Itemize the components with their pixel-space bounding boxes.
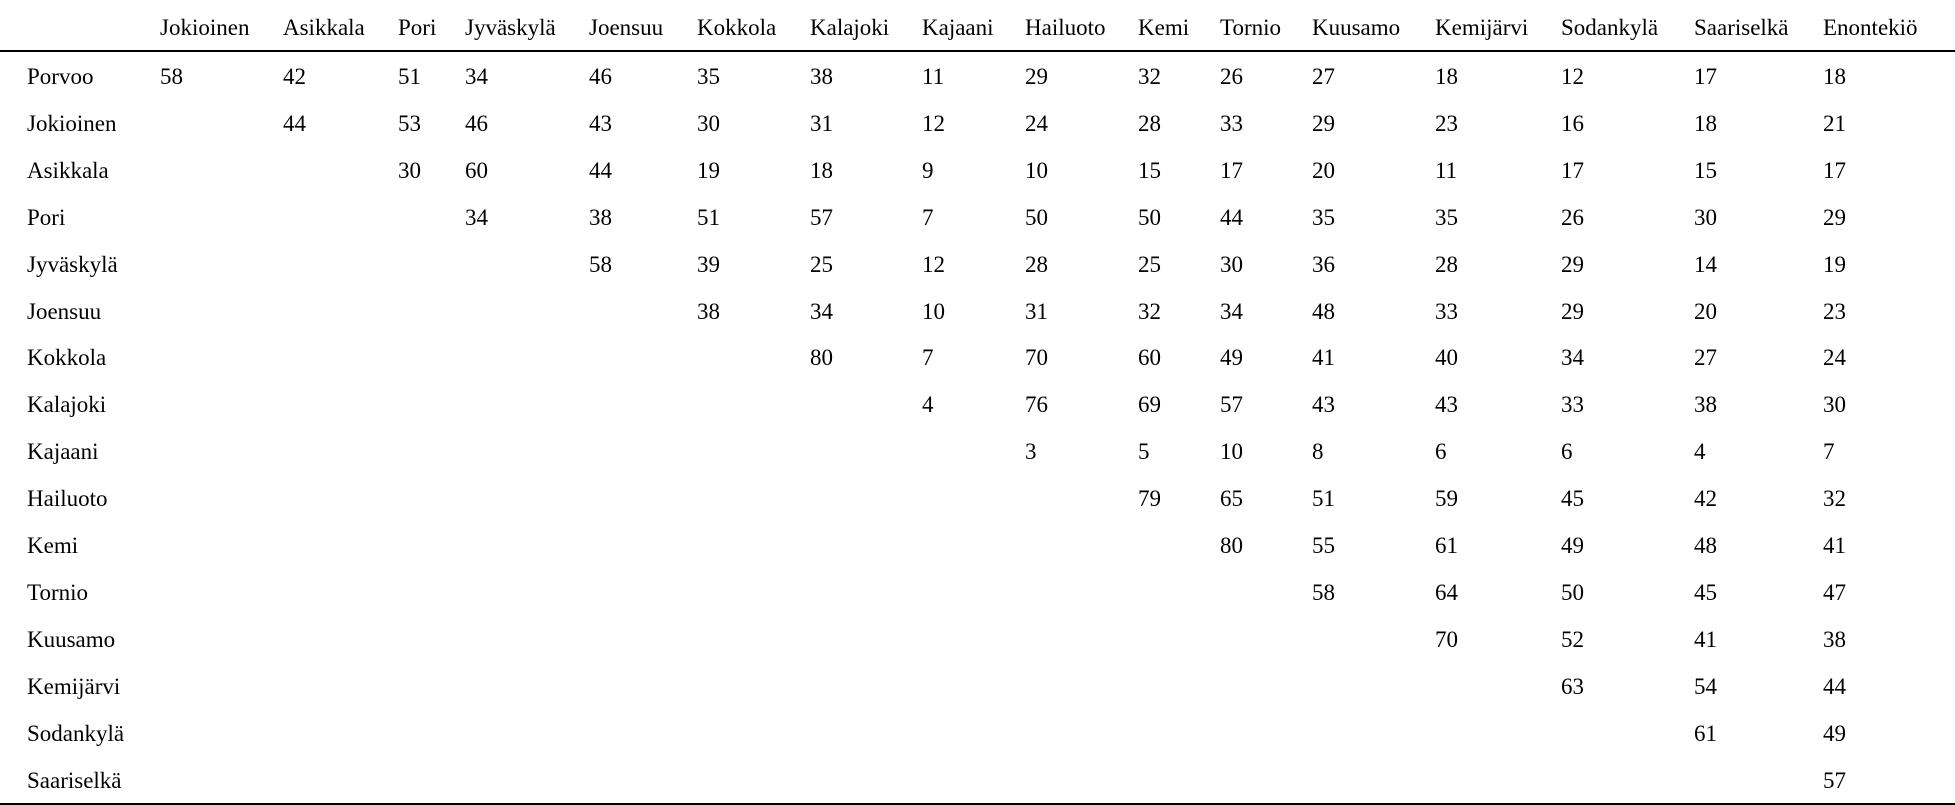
table-cell: 55 [1312,533,1335,558]
table-cell: 51 [1312,486,1335,511]
table-cell: 23 [1823,299,1846,324]
table-cell: 31 [810,111,833,136]
column-header: Enontekiö [1823,15,1918,40]
column-header: Kemijärvi [1435,15,1529,40]
table-cell: 34 [1561,345,1584,370]
table-cell: 69 [1138,392,1161,417]
table-cell: 34 [1220,299,1243,324]
table-cell: 31 [1025,299,1048,324]
table-cell: 57 [810,205,833,230]
table-cell: 41 [1312,345,1335,370]
table-cell: 53 [398,111,421,136]
row-label: Kuusamo [27,627,116,652]
table-cell: 58 [1312,580,1335,605]
table-cell: 10 [1220,439,1243,464]
column-header: Kokkola [697,15,777,40]
table-cell: 52 [1561,627,1584,652]
table-cell: 5 [1138,439,1150,464]
table-cell: 23 [1435,111,1458,136]
row-label: Kajaani [27,439,99,464]
row-label: Kalajoki [27,392,107,417]
column-header: Sodankylä [1561,15,1659,40]
row-label: Kokkola [27,345,107,370]
table-cell: 44 [1220,205,1243,230]
table-cell: 59 [1435,486,1458,511]
table-cell: 80 [810,345,833,370]
table-cell: 29 [1823,205,1846,230]
table-cell: 58 [589,252,612,277]
table-cell: 41 [1694,627,1717,652]
table-cell: 17 [1220,158,1243,183]
table-cell: 76 [1025,392,1048,417]
table-cell: 34 [810,299,833,324]
table-cell: 49 [1220,345,1243,370]
table-cell: 25 [1138,252,1161,277]
table-cell: 30 [697,111,720,136]
table-cell: 7 [922,205,934,230]
table-cell: 12 [922,252,945,277]
table-cell: 7 [1823,439,1835,464]
table-cell: 19 [1823,252,1846,277]
table-cell: 45 [1694,580,1717,605]
table-cell: 49 [1561,533,1584,558]
table-cell: 26 [1561,205,1584,230]
table-cell: 43 [589,111,612,136]
table-cell: 48 [1694,533,1717,558]
table-cell: 20 [1312,158,1335,183]
table-cell: 27 [1694,345,1717,370]
table-cell: 25 [810,252,833,277]
column-header: Kemi [1138,15,1190,40]
row-label: Jokioinen [27,111,117,136]
table-cell: 30 [1694,205,1717,230]
table-cell: 70 [1025,345,1048,370]
table-cell: 30 [1220,252,1243,277]
table-cell: 32 [1138,64,1161,89]
table-cell: 43 [1312,392,1335,417]
header-rule [0,50,1955,52]
table-cell: 42 [1694,486,1717,511]
table-cell: 14 [1694,252,1717,277]
table-cell: 29 [1561,252,1584,277]
table-cell: 9 [922,158,934,183]
table-cell: 17 [1694,64,1717,89]
table-cell: 60 [1138,345,1161,370]
table-cell: 30 [1823,392,1846,417]
table-cell: 20 [1694,299,1717,324]
table-cell: 33 [1561,392,1584,417]
table-cell: 10 [922,299,945,324]
table-cell: 80 [1220,533,1243,558]
table-cell: 29 [1025,64,1048,89]
table-cell: 32 [1138,299,1161,324]
table-cell: 28 [1025,252,1048,277]
table-cell: 7 [922,345,934,370]
row-label: Sodankylä [27,721,125,746]
table-cell: 18 [810,158,833,183]
table-cell: 44 [589,158,612,183]
table-cell: 21 [1823,111,1846,136]
column-header: Jyväskylä [465,15,556,40]
table-cell: 8 [1312,439,1324,464]
column-header: Jokioinen [160,15,250,40]
table-cell: 35 [697,64,720,89]
table-cell: 34 [465,205,488,230]
column-header: Joensuu [589,15,664,40]
row-label: Hailuoto [27,486,108,511]
table-cell: 29 [1312,111,1335,136]
table-cell: 10 [1025,158,1048,183]
table-cell: 60 [465,158,488,183]
table-cell: 54 [1694,674,1717,699]
column-header: Tornio [1220,15,1281,40]
table-cell: 18 [1435,64,1458,89]
table-cell: 27 [1312,64,1335,89]
table-cell: 44 [283,111,306,136]
table-cell: 34 [465,64,488,89]
table-cell: 3 [1025,439,1037,464]
table-cell: 19 [697,158,720,183]
table-cell: 24 [1823,345,1846,370]
table-cell: 46 [465,111,488,136]
table-cell: 50 [1025,205,1048,230]
table-cell: 33 [1220,111,1243,136]
row-label: Joensuu [27,299,102,324]
table-cell: 12 [1561,64,1584,89]
table-cell: 36 [1312,252,1335,277]
table-cell: 12 [922,111,945,136]
table-cell: 58 [160,64,183,89]
table-cell: 17 [1561,158,1584,183]
table-cell: 15 [1694,158,1717,183]
row-label: Saariselkä [27,768,122,793]
table-cell: 11 [922,64,945,89]
column-header: Kalajoki [810,15,890,40]
table-cell: 45 [1561,486,1584,511]
table-cell: 40 [1435,345,1458,370]
table-cell: 30 [398,158,421,183]
table-cell: 26 [1220,64,1243,89]
table-cell: 48 [1312,299,1335,324]
table-cell: 38 [697,299,720,324]
column-header: Kajaani [922,15,994,40]
table-cell: 33 [1435,299,1458,324]
row-label: Asikkala [27,158,109,183]
column-header: Kuusamo [1312,15,1401,40]
table-cell: 38 [1694,392,1717,417]
table-cell: 57 [1823,768,1846,793]
table-cell: 17 [1823,158,1846,183]
table-cell: 51 [398,64,421,89]
table-cell: 16 [1561,111,1584,136]
column-header: Saariselkä [1694,15,1789,40]
table-cell: 29 [1561,299,1584,324]
table-cell: 47 [1823,580,1846,605]
table-cell: 11 [1435,158,1458,183]
row-label: Kemi [27,533,79,558]
row-label: Jyväskylä [27,252,118,277]
table-cell: 28 [1138,111,1161,136]
table-cell: 32 [1823,486,1846,511]
table-cell: 4 [922,392,934,417]
table-cell: 38 [810,64,833,89]
row-label: Tornio [27,580,88,605]
table-cell: 28 [1435,252,1458,277]
table-cell: 6 [1435,439,1447,464]
table-cell: 42 [283,64,306,89]
table-cell: 4 [1694,439,1706,464]
table-cell: 15 [1138,158,1161,183]
table-cell: 43 [1435,392,1458,417]
table-cell: 63 [1561,674,1584,699]
table-cell: 18 [1823,64,1846,89]
table-cell: 35 [1435,205,1458,230]
table-cell: 49 [1823,721,1846,746]
table-cell: 46 [589,64,612,89]
table-cell: 44 [1823,674,1846,699]
table-cell: 38 [589,205,612,230]
row-label: Pori [27,205,66,230]
table-cell: 50 [1561,580,1584,605]
table-cell: 41 [1823,533,1846,558]
column-header: Hailuoto [1025,15,1106,40]
table-cell: 51 [697,205,720,230]
row-label: Kemijärvi [27,674,121,699]
table-cell: 18 [1694,111,1717,136]
table-cell: 61 [1694,721,1717,746]
table-cell: 64 [1435,580,1458,605]
table-cell: 57 [1220,392,1243,417]
table-cell: 38 [1823,627,1846,652]
table-cell: 24 [1025,111,1048,136]
table-cell: 61 [1435,533,1458,558]
table-cell: 70 [1435,627,1458,652]
table-cell: 65 [1220,486,1243,511]
table-cell: 35 [1312,205,1335,230]
table-cell: 39 [697,252,720,277]
table-cell: 50 [1138,205,1161,230]
column-header: Asikkala [283,15,365,40]
column-header: Pori [398,15,437,40]
table-cell: 79 [1138,486,1161,511]
row-label: Porvoo [27,64,94,89]
table-cell: 6 [1561,439,1573,464]
